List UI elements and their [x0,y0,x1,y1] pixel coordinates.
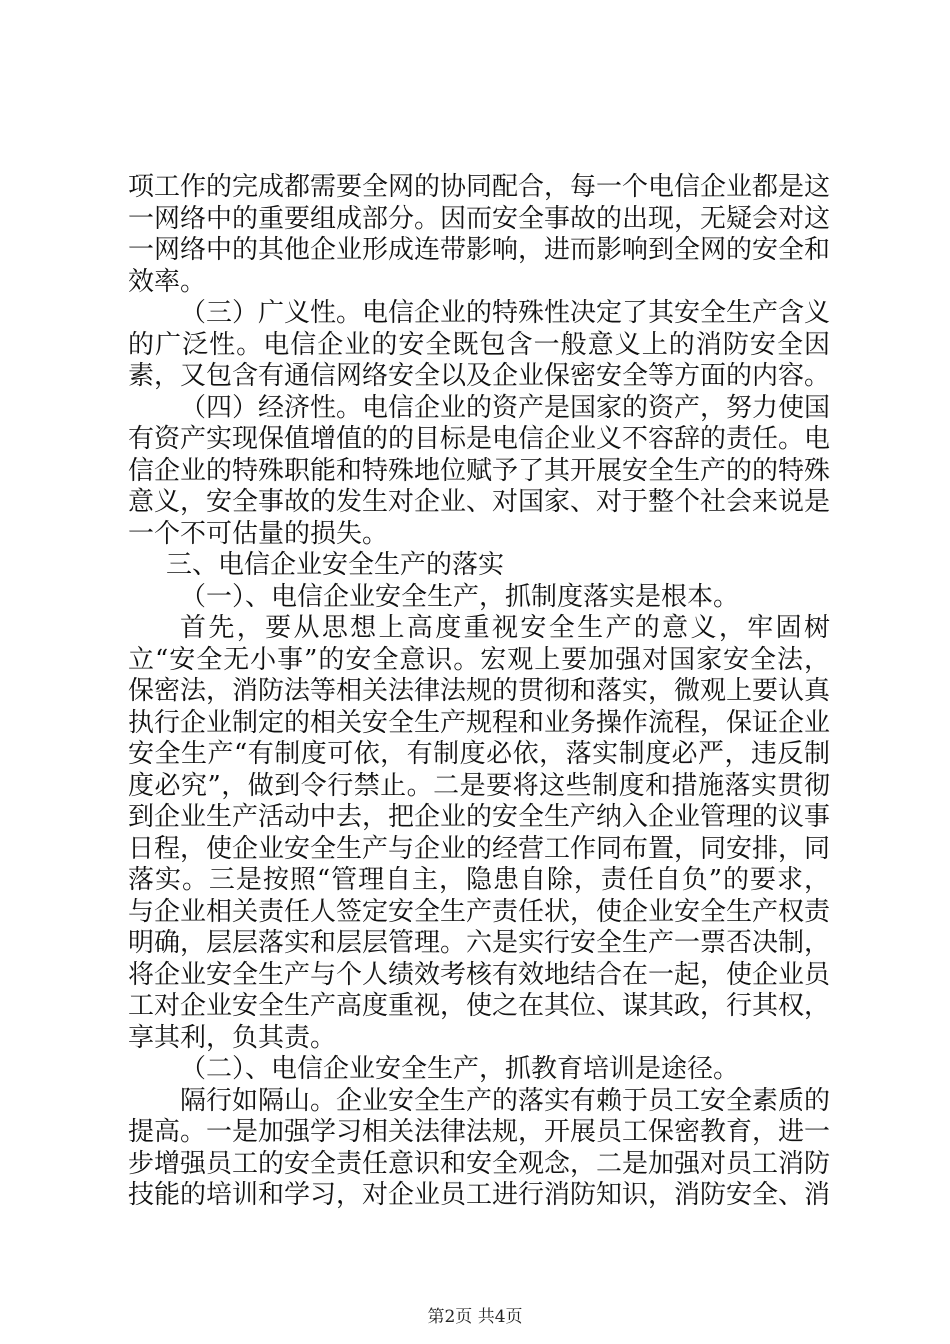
paragraph-system-details: 首先，要从思想上高度重视安全生产的意义，牢固树立“安全无小事”的安全意识。宏观上要加强对国家安全法，保密法，消防法等相关法律法规的贯彻和落实，微观上要认真执行企业制定的相关安全生产规程和业务操作流程，保证企业安全生产“有制度可依，有制度必依，落实制度必严，违反制度必究”，做到令行禁止。二是要将这些制度和措施落实贯彻到企业生产活动中去，把企业的安全生产纳入企业管理的议事日程，使企业安全生产与企业的经营工作同布置，同安排，同落实。三是按照“管理自主，隐患自除，责任自负”的要求，与企业相关责任人签定安全生产责任状，使企业安全生产权责明确，层层落实和层层管理。六是实行安全生产一票否决制，将企业安全生产与个人绩效考核有效地结合在一起，使企业员工对企业安全生产高度重视，使之在其位、谋其政，行其权，享其利，负其责。 [128,613,831,1053]
subheading-system-implementation: （一）、电信企业安全生产，抓制度落实是根本。 [180,581,740,612]
document-body [128,172,830,1212]
section-heading-implementation: 三、电信企业安全生产的落实 [166,550,505,580]
paragraph-network-impact: 项工作的完成都需要全网的协同配合，每一个电信企业都是这一网络中的重要组成部分。因而安全事故的出现，无疑会对这一网络中的其他企业形成连带影响，进而影响到全网的安全和效率。 [128,172,831,297]
page-footer: 第2页 共4页 [427,1307,523,1327]
paragraph-training-details: 隔行如隔山。企业安全生产的落实有赖于员工安全素质的提高。一是加强学习相关法律法规，开展员工保密教育，进一步增强员工的安全责任意识和安全观念，二是加强对员工消防技能的培训和学习，对企业员工进行消防知识，消防安全、消 [128,1085,831,1210]
paragraph-economic: （四）经济性。电信企业的资产是国家的资产，努力使国有资产实现保值增值的的目标是电信企业义不容辞的责任。电信企业的特殊职能和特殊地位赋予了其开展安全生产的的特殊意义，安全事故的发生对企业、对国家、对于整个社会来说是一个不可估量的损失。 [128,392,831,549]
subheading-education-training: （二）、电信企业安全生产，抓教育培训是途径。 [180,1054,740,1084]
paragraph-breadth: （三）广义性。电信企业的特殊性决定了其安全生产含义的广泛性。电信企业的安全既包含一般意义上的消防安全因素，又包含有通信网络安全以及企业保密安全等方面的内容。 [128,298,831,391]
